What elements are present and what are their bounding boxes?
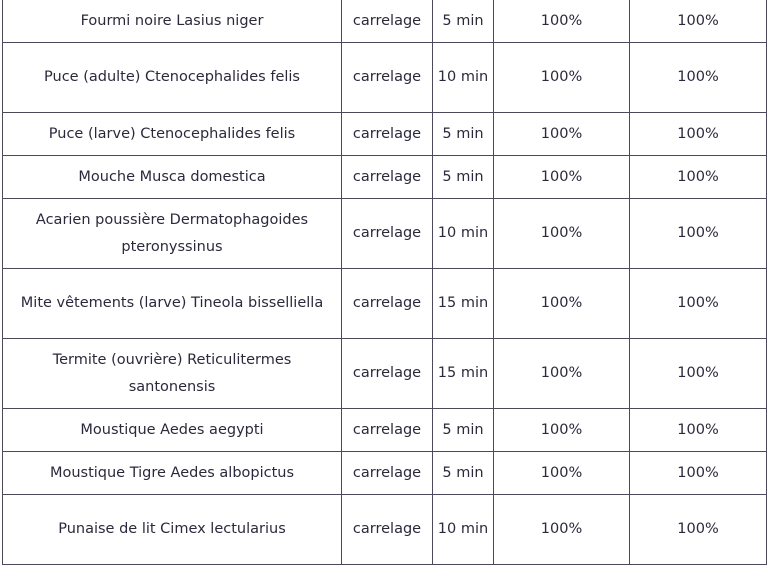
result-cell-1: 100% [494,199,630,269]
result-cell-1: 100% [494,156,630,199]
surface-cell: carrelage [342,113,433,156]
contact-time-cell: 5 min [433,113,494,156]
result-cell-2: 100% [630,269,767,339]
surface-cell: carrelage [342,409,433,452]
result-cell-2: 100% [630,199,767,269]
surface-cell: carrelage [342,199,433,269]
species-cell: Moustique Aedes aegypti [3,409,342,452]
contact-time-cell: 5 min [433,0,494,43]
result-cell-1: 100% [494,409,630,452]
result-cell-2: 100% [630,339,767,409]
contact-time-cell: 5 min [433,452,494,495]
table-row [3,43,767,113]
table-row [3,495,767,565]
contact-time-cell: 15 min [433,339,494,409]
table-row [3,113,767,156]
result-cell-1: 100% [494,495,630,565]
surface-cell: carrelage [342,0,433,43]
efficacy-table [2,0,767,565]
result-cell-2: 100% [630,156,767,199]
result-cell-1: 100% [494,269,630,339]
species-cell: Punaise de lit Cimex lectularius [3,495,342,565]
species-cell: Mite vêtements (larve) Tineola bisselliella [3,269,342,339]
contact-time-cell: 10 min [433,495,494,565]
contact-time-cell: 5 min [433,156,494,199]
species-cell: Moustique Tigre Aedes albopictus [3,452,342,495]
species-cell: Acarien poussière Dermatophagoides pteronyssinus [3,199,342,269]
surface-cell: carrelage [342,269,433,339]
result-cell-1: 100% [494,0,630,43]
table-row [3,199,767,269]
table-row [3,452,767,495]
result-cell-1: 100% [494,43,630,113]
surface-cell: carrelage [342,43,433,113]
species-cell: Puce (larve) Ctenocephalides felis [3,113,342,156]
contact-time-cell: 15 min [433,269,494,339]
contact-time-cell: 5 min [433,409,494,452]
table-row [3,0,767,43]
result-cell-2: 100% [630,0,767,43]
table-row [3,269,767,339]
surface-cell: carrelage [342,452,433,495]
table-body [3,0,767,565]
result-cell-2: 100% [630,113,767,156]
result-cell-1: 100% [494,339,630,409]
efficacy-table-container [2,0,766,565]
species-cell: Mouche Musca domestica [3,156,342,199]
result-cell-2: 100% [630,43,767,113]
result-cell-1: 100% [494,452,630,495]
species-cell: Fourmi noire Lasius niger [3,0,342,43]
contact-time-cell: 10 min [433,43,494,113]
table-row [3,339,767,409]
species-cell: Termite (ouvrière) Reticulitermes santonensis [3,339,342,409]
result-cell-1: 100% [494,113,630,156]
table-row [3,409,767,452]
result-cell-2: 100% [630,409,767,452]
contact-time-cell: 10 min [433,199,494,269]
table-row [3,156,767,199]
species-cell: Puce (adulte) Ctenocephalides felis [3,43,342,113]
result-cell-2: 100% [630,452,767,495]
surface-cell: carrelage [342,156,433,199]
surface-cell: carrelage [342,495,433,565]
result-cell-2: 100% [630,495,767,565]
surface-cell: carrelage [342,339,433,409]
